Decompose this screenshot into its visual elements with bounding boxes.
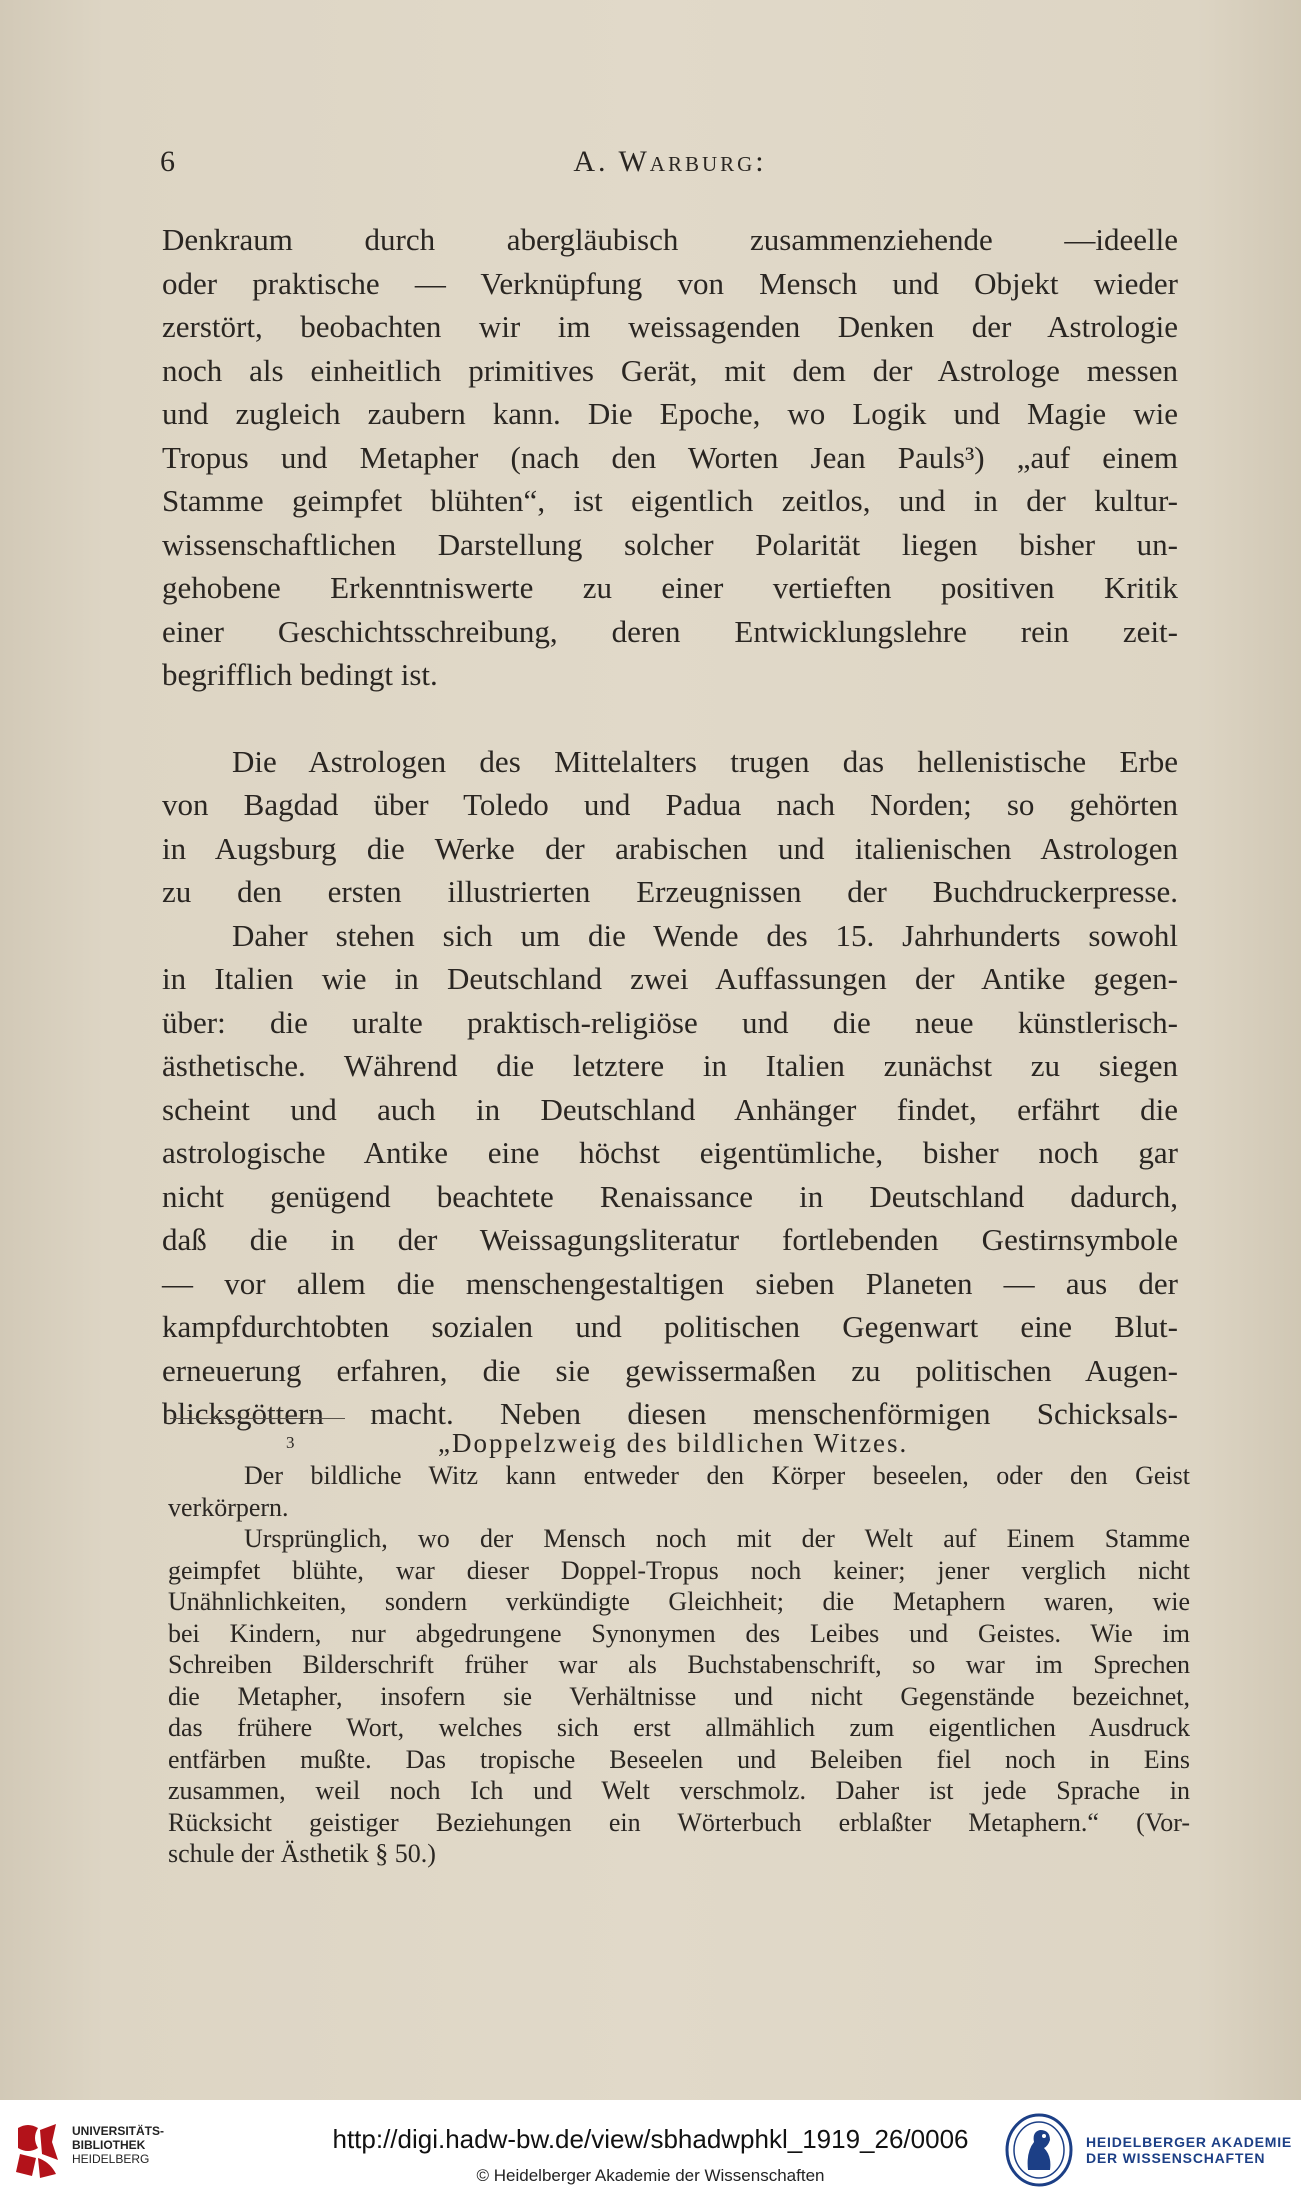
academy-name-line: DER WISSENSCHAFTEN bbox=[1086, 2150, 1266, 2166]
footnote-line: bei Kindern, nur abgedrungene Synonymen des Leibes und Geistes. Wie im bbox=[168, 1618, 1190, 1648]
text-line: kampfdurchtobten sozialen und politischen Gegenwart eine Blut- bbox=[162, 1309, 1178, 1344]
text-line: oder praktische — Verknüpfung von Mensch und Objekt wieder bbox=[162, 265, 1178, 301]
text-line: wissenschaftlichen Darstellung solcher Polarität liegen bisher un- bbox=[162, 526, 1178, 562]
footnote-mark: 3 bbox=[286, 1433, 295, 1452]
footnote-line: Unähnlichkeiten, sondern verkündigte Gleichheit; die Metaphern waren, wie bbox=[168, 1587, 1190, 1616]
text-line: begrifflich bedingt ist. bbox=[162, 657, 438, 692]
footnote-line: Der bildliche Witz kann entweder den Körper beseelen, oder den Geist bbox=[244, 1461, 1190, 1490]
page-header bbox=[160, 145, 1180, 185]
academy-name bbox=[1086, 2134, 1292, 2166]
footnote-line: geimpfet blühte, war dieser Doppel-Tropus noch keiner; jener verglich nicht bbox=[168, 1555, 1190, 1585]
hadw-seal-icon[interactable] bbox=[1004, 2112, 1074, 2188]
footnote-line: Ursprünglich, wo der Mensch noch mit der Welt auf Einem Stamme bbox=[244, 1524, 1190, 1553]
text-line: blicksgöttern macht. Neben diesen menschenförmigen Schicksals- bbox=[162, 1396, 1178, 1431]
text-line: — vor allem die menschengestaltigen sieben Planeten — aus der bbox=[162, 1265, 1178, 1301]
text-line: Tropus und Metapher (nach den Worten Jean Pauls³) „auf einem bbox=[162, 439, 1178, 475]
text-line: Denkraum durch abergläubisch zusammenziehende —ideelle bbox=[162, 222, 1178, 257]
footnote-heading bbox=[168, 1428, 1190, 1460]
text-line: scheint und auch in Deutschland Anhänger findet, erfährt die bbox=[162, 1091, 1178, 1127]
permalink-url[interactable]: http://digi.hadw-bw.de/view/sbhadwphkl_1919_26/0006 bbox=[332, 2124, 969, 2154]
text-line: Die Astrologen des Mittelalters trugen das hellenistische Erbe bbox=[232, 743, 1178, 779]
viewer-footer bbox=[0, 2100, 1301, 2200]
library-name-line: HEIDELBERG bbox=[72, 2152, 150, 2166]
footnote bbox=[168, 1428, 1190, 1870]
library-name-line: UNIVERSITÄTS- bbox=[72, 2124, 165, 2138]
footnote-line: verkörpern. bbox=[168, 1492, 289, 1522]
running-head: A. Warburg: bbox=[573, 145, 767, 178]
text-line: ästhetische. Während die letztere in Italien zunächst zu siegen bbox=[162, 1048, 1178, 1083]
paragraph-gap bbox=[162, 697, 1178, 740]
text-line: daß die in der Weissagungsliteratur fortlebenden Gestirnsymbole bbox=[162, 1222, 1178, 1257]
footnote-line: entfärben mußte. Das tropische Beseelen und Beleiben fiel noch in Eins bbox=[168, 1744, 1190, 1774]
paragraph-1 bbox=[162, 218, 1178, 697]
text-line: noch als einheitlich primitives Gerät, mit dem der Astrologe messen bbox=[162, 352, 1178, 388]
text-line: und zugleich zaubern kann. Die Epoche, wo Logik und Magie wie bbox=[162, 396, 1178, 431]
paragraph-3 bbox=[162, 914, 1178, 1436]
text-line: zerstört, beobachten wir im weissagenden Denken der Astrologie bbox=[162, 309, 1178, 344]
footnote-divider bbox=[170, 1418, 345, 1419]
text-line: über: die uralte praktisch-religiöse und die neue künstlerisch- bbox=[162, 1004, 1178, 1040]
text-line: erneuerung erfahren, die sie gewissermaßen zu politischen Augen- bbox=[162, 1352, 1178, 1388]
text-line: in Augsburg die Werke der arabischen und italienischen Astrologen bbox=[162, 830, 1178, 866]
text-line: gehobene Erkenntniswerte zu einer vertieften positiven Kritik bbox=[162, 570, 1178, 605]
academy-name-line: HEIDELBERGER AKADEMIE bbox=[1086, 2134, 1293, 2150]
page-number: 6 bbox=[160, 145, 175, 178]
footnote-title: „Doppelzweig des bildlichen Witzes. bbox=[438, 1428, 909, 1458]
paragraph-2 bbox=[162, 740, 1178, 914]
footnote-line: zusammen, weil noch Ich und Welt verschmolz. Daher ist jede Sprache in bbox=[168, 1776, 1190, 1805]
footnote-line: Rücksicht geistiger Beziehungen ein Wörterbuch erblaßter Metaphern.“ (Vor- bbox=[168, 1807, 1190, 1837]
text-line: in Italien wie in Deutschland zwei Auffassungen der Antike gegen- bbox=[162, 961, 1178, 996]
text-line: von Bagdad über Toledo und Padua nach Norden; so gehörten bbox=[162, 787, 1178, 822]
footnote-line: die Metapher, insofern sie Verhältnisse und nicht Gegenstände bezeichnet, bbox=[168, 1681, 1190, 1711]
library-name-line: BIBLIOTHEK bbox=[72, 2138, 146, 2152]
footnote-line: schule der Ästhetik § 50.) bbox=[168, 1839, 436, 1868]
text-line: Daher stehen sich um die Wende des 15. Jahrhunderts sowohl bbox=[232, 917, 1178, 953]
text-line: nicht genügend beachtete Renaissance in Deutschland dadurch, bbox=[162, 1178, 1178, 1214]
text-line: zu den ersten illustrierten Erzeugnissen der Buchdruckerpresse. bbox=[162, 874, 1178, 909]
footnote-line: das frühere Wort, welches sich erst allmählich zum eigentlichen Ausdruck bbox=[168, 1713, 1190, 1742]
text-line: astrologische Antike eine höchst eigentümliche, bisher noch gar bbox=[162, 1135, 1178, 1170]
main-text bbox=[162, 218, 1178, 1436]
text-line: Stamme geimpfet blühten“, ist eigentlich zeitlos, und in der kultur- bbox=[162, 483, 1178, 518]
text-line: einer Geschichtsschreibung, deren Entwicklungslehre rein zeit- bbox=[162, 613, 1178, 649]
footnote-line: Schreiben Bilderschrift früher war als Buchstabenschrift, so war im Sprechen bbox=[168, 1650, 1190, 1679]
copyright-text: © Heidelberger Akademie der Wissenschaften bbox=[476, 2166, 825, 2185]
